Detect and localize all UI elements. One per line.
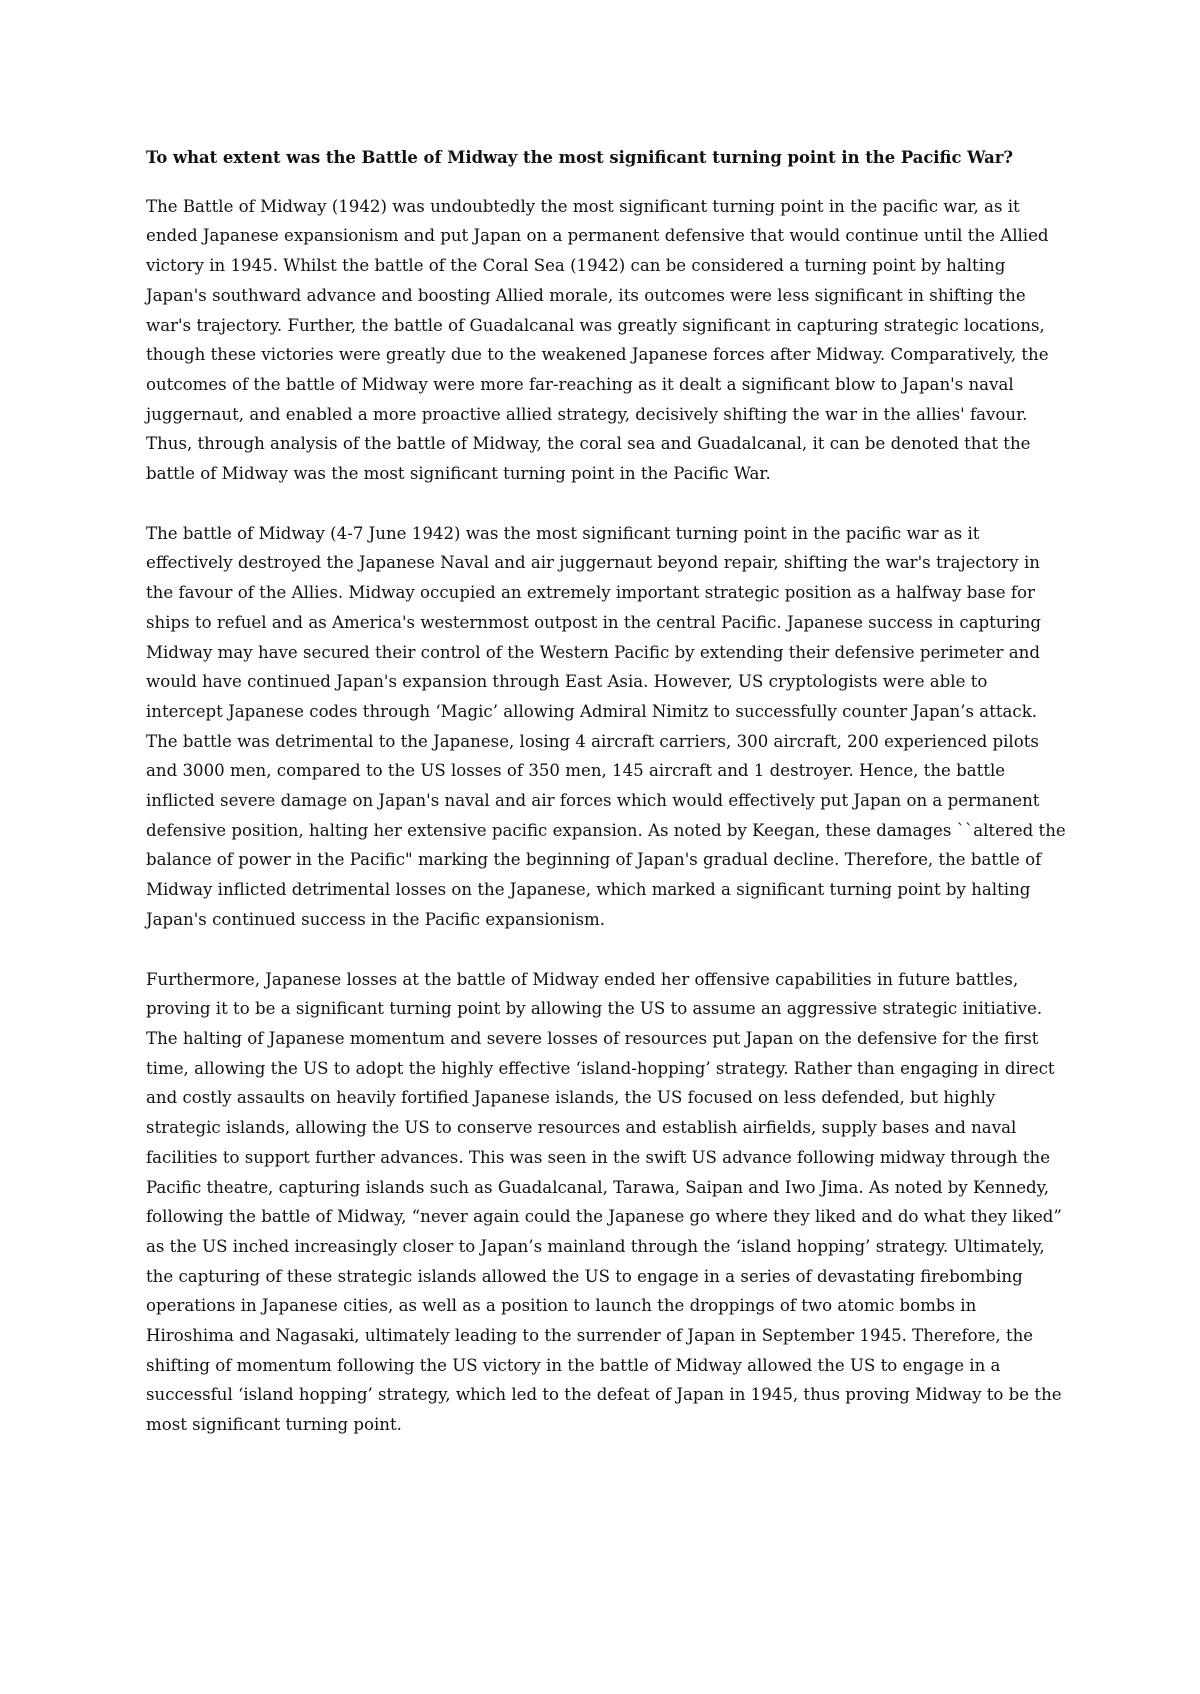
- essay-title: To what extent was the Battle of Midway the most significant turning point in the Pacific War?: [146, 148, 1013, 167]
- document-body: [146, 143, 1066, 1470]
- paragraph-midway-losses: The battle of Midway (4-7 June 1942) was the most significant turning point in the pacific war as it effectively destroyed the Japanese Naval and air juggernaut beyond repair, shifting the war's trajectory in the favour of the Allies. Midway occupied an extremely important strategic position as a halfway base for ships to refuel and as America's westernmost outpost in the central Pacific. Japanese success in capturing Midway may have secured their control of the Western Pacific by extending their defensive perimeter and would have continued Japan's expansion through East Asia. However, US cryptologists were able to intercept Japanese codes through ‘Magic’ allowing Admiral Nimitz to successfully counter Japan’s attack. The battle was detrimental to the Japanese, losing 4 aircraft carriers, 300 aircraft, 200 experienced pilots and 3000 men, compared to the US losses of 350 men, 145 aircraft and 1 destroyer. Hence, the battle inflicted severe damage on Japan's naval and air forces which would effectively put Japan on a permanent defensive position, halting her extensive pacific expansion. As noted by Keegan, these damages ``altered the balance of power in the Pacific" marking the beginning of Japan's gradual decline. Therefore, the battle of Midway inflicted detrimental losses on the Japanese, which marked a significant turning point by halting Japan's continued success in the Pacific expansionism.: [146, 523, 1066, 929]
- paragraph-introduction: The Battle of Midway (1942) was undoubtedly the most significant turning point in the pacific war, as it ended Japanese expansionism and put Japan on a permanent defensive that would continue until the Allied victory in 1945. Whilst the battle of the Coral Sea (1942) can be considered a turning point by halting Japan's southward advance and boosting Allied morale, its outcomes were less significant in shifting the war's trajectory. Further, the battle of Guadalcanal was greatly significant in capturing strategic locations, though these victories were greatly due to the weakened Japanese forces after Midway. Comparatively, the outcomes of the battle of Midway were more far-reaching as it dealt a significant blow to Japan's naval juggernaut, and enabled a more proactive allied strategy, decisively shifting the war in the allies' favour. Thus, through analysis of the battle of Midway, the coral sea and Guadalcanal, it can be denoted that the battle of Midway was the most significant turning point in the Pacific War.: [146, 196, 1049, 484]
- paragraph-island-hopping: Furthermore, Japanese losses at the battle of Midway ended her offensive capabilities in future battles, proving it to be a significant turning point by allowing the US to assume an aggressive strategic initiative. The halting of Japanese momentum and severe losses of resources put Japan on the defensive for the first time, allowing the US to adopt the highly effective ‘island-hopping’ strategy. Rather than engaging in direct and costly assaults on heavily fortified Japanese islands, the US focused on less defended, but highly strategic islands, allowing the US to conserve resources and establish airfields, supply bases and naval facilities to support further advances. This was seen in the swift US advance following midway through the Pacific theatre, capturing islands such as Guadalcanal, Tarawa, Saipan and Iwo Jima. As noted by Kennedy, following the battle of Midway, “never again could the Japanese go where they liked and do what they liked” as the US inched increasingly closer to Japan’s mainland through the ‘island hopping’ strategy. Ultimately, the capturing of these strategic islands allowed the US to engage in a series of devastating firebombing operations in Japanese cities, as well as a position to launch the droppings of two atomic bombs in Hiroshima and Nagasaki, ultimately leading to the surrender of Japan in September 1945. Therefore, the shifting of momentum following the US victory in the battle of Midway allowed the US to engage in a successful ‘island hopping’ strategy, which led to the defeat of Japan in 1945, thus proving Midway to be the most significant turning point.: [146, 969, 1062, 1435]
